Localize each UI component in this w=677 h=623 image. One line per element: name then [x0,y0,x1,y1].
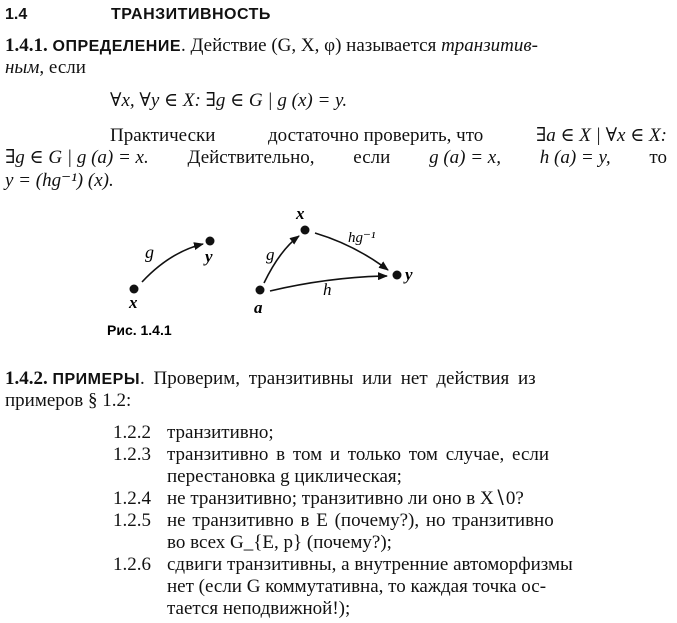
practical-line-3: y = (hg⁻¹) (x). [5,170,114,191]
practical-formula-3: g (a) = x, [429,147,501,168]
item-text: не транзитивно в E (почему?), но транзитивно [167,510,554,531]
item-text: транзитивно; [167,422,274,443]
label-h: h [323,280,332,299]
practical-word: Практически [110,125,216,146]
examples-line-1 [5,368,667,391]
label-y-right: y [405,265,413,284]
definition-term-2: ным [5,57,40,78]
point-a [256,286,265,295]
list-item [113,510,554,532]
item-number: 1.2.2 [113,422,151,443]
item-text: транзитивно в том и только том случае, если [167,444,550,465]
label-a: a [254,298,263,317]
item-number: 1.2.5 [113,510,151,531]
practical-line-2 [5,147,667,169]
label-g-right: g [266,245,275,264]
item-number: 1.2.3 [113,444,151,465]
section-number: 1.4 [5,6,28,23]
item-text-continued: во всех G_{E, p} (почему?); [167,532,392,553]
definition-formula: ∀x, ∀y ∈ X: ∃g ∈ G | g (x) = y. [110,90,348,111]
section-title: ТРАНЗИТИВНОСТЬ [111,6,271,23]
practical-formula-1: ∃a ∈ X | ∀x ∈ X: [535,125,667,146]
label-g-left: g [145,242,154,262]
definition-term-1: транзитив- [441,35,538,56]
practical-mid: достаточно проверить, что [268,125,484,146]
item-number: 1.2.4 [113,488,151,509]
item-number: 1.2.6 [113,554,151,575]
list-item [113,554,573,576]
list-item [113,444,549,466]
list-item [113,488,524,510]
list-item [113,422,274,444]
practical-formula-4: h (a) = y, [539,147,611,168]
practical-word-4: то [649,147,667,168]
practical-word-2: Действительно, [187,147,315,168]
definition-number: 1.4.1. [5,35,48,56]
item-text: не транзитивно; транзитивно ли оно в X∖0? [167,488,524,509]
examples-number: 1.4.2. [5,368,48,389]
definition-text-2: , если [39,57,86,78]
definition-line-2 [5,57,86,79]
item-text-continued: перестановка g циклическая; [167,466,402,487]
definition-text-1: . Действие (G, X, φ) называется [180,35,437,56]
label-x-left: x [129,293,138,312]
point-x-right [301,226,310,235]
label-hg-inverse: hg⁻¹ [348,230,376,246]
practical-word-3: если [353,147,391,168]
practical-line-1 [110,125,667,147]
label-y-left: y [205,247,213,266]
label-x-right: x [296,204,305,223]
item-text-continued: нет (если G коммутативна, то каждая точка ос- [167,576,547,597]
definition-label: ОПРЕДЕЛЕНИЕ [52,38,181,55]
definition-line-1 [5,35,538,58]
examples-intro-2: примеров § 1.2: [5,390,132,411]
figure-1-4-1 [0,200,677,340]
figure-caption: Рис. 1.4.1 [107,322,172,338]
examples-label: ПРИМЕРЫ [52,371,141,388]
examples-intro-1: . Проверим, транзитивны или нет действия из [140,368,536,389]
practical-formula-2: ∃g ∈ G | g (a) = x. [5,147,149,168]
item-text-continued: тается неподвижной!); [167,598,351,619]
point-y-left [206,237,215,246]
item-text: сдвиги транзитивны, а внутренние автоморфизмы [167,554,573,575]
point-y-right [393,271,402,280]
